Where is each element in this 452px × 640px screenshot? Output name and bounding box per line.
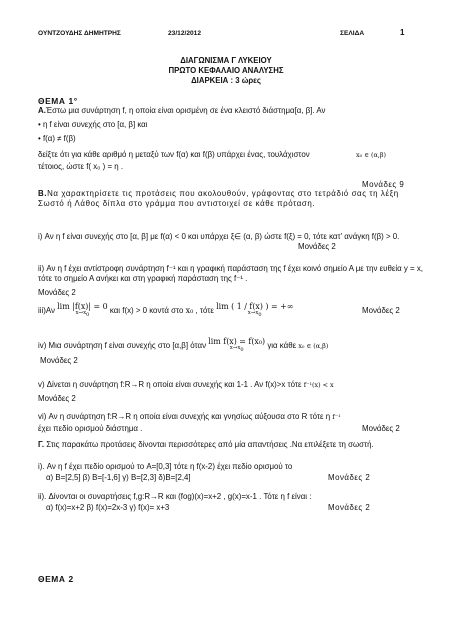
statement-v-points: Μονάδες 2	[38, 394, 76, 403]
statement-iv-math: x₀ ∈ (α,β)	[298, 342, 329, 350]
limit-reciprocal-expr: lim ( 1 / f(x) ) = +∞	[216, 301, 294, 311]
question-b-label: Β.	[38, 189, 48, 198]
statement-iii-mid: και f(x) > 0 κοντά στο	[109, 306, 184, 315]
points-a: Μονάδες 9	[362, 180, 405, 189]
statement-vi-text-2: έχει πεδίο ορισμού διάστημα .	[38, 424, 143, 433]
bullet-not-equal: • f(α) ≠ f(β)	[38, 134, 76, 143]
question-g-i-points: Μονάδες 2	[328, 473, 371, 482]
prove-math: x₀ ∈ (α,β)	[356, 151, 386, 159]
header-page-number: 1	[400, 28, 405, 37]
question-g-ii: ii). Δίνονται οι συναρτήσεις f,g:R→R και (fog)(x)=x+2 , g(x)=x-1 . Τότε η f είναι :	[38, 492, 312, 501]
statement-ii-points: Μονάδες 2	[38, 288, 76, 297]
question-b	[38, 189, 422, 209]
statement-iii-points: Μονάδες 2	[362, 306, 400, 315]
statement-i-points: Μονάδες 2	[298, 242, 336, 251]
statement-vi-math: f⁻¹	[332, 413, 341, 421]
statement-iii	[38, 300, 293, 322]
statement-iv-points: Μονάδες 2	[40, 356, 78, 365]
header-date: 23/12/2012	[168, 30, 202, 37]
statement-iv-text: iv) Μια συνάρτηση f είναι συνεχής στο [α,β] όταν	[38, 341, 207, 350]
limit-continuity-expr: lim f(x) = f(x₀)	[208, 336, 266, 346]
question-g-ii-options: α) f(x)=x+2 β) f(x)=2x-3 γ) f(x)= x+3	[46, 503, 170, 512]
statement-iv-tail: για κάθε	[267, 341, 297, 350]
theme1-heading: ΘΕΜΑ 1°	[38, 96, 78, 106]
statement-vi-text: vi) Αν η συνάρτηση f:R→R η οποία είναι συνεχής και γνησίως αύξουσα στο R τότε η	[38, 412, 331, 421]
statement-ii: ii) Αν η f έχει αντίστροφη συνάρτηση f⁻¹ και η γραφική παράσταση της f έχει κοινό σημείο Α με την ευθεία y = x, τότε το σημείο Α ανήκει και στη γραφική παράσταση της f⁻¹ .	[38, 264, 423, 283]
question-g	[38, 440, 422, 450]
limit-abs-f-expr: lim |f(x)| = 0	[57, 301, 108, 311]
such-that-line: τέτοιος, ώστε f( x₀ ) = η .	[38, 162, 124, 171]
statement-v	[38, 380, 334, 390]
statement-i	[38, 232, 422, 242]
title-line-1: ΔΙΑΓΩΝΙΣΜΑ Γ ΛΥΚΕΙΟΥ	[180, 56, 272, 65]
statement-iii-x0: x₀	[185, 306, 194, 315]
header-page-label: ΣΕΛΙΔΑ	[340, 30, 365, 37]
question-g-i-options: α) B=[2,5] β) B=[-1,6] γ) B=[2,3] δ)B=[2,4]	[46, 473, 191, 482]
statement-iii-label: iii)Αν	[38, 306, 55, 315]
statement-v-math: f⁻¹(x) < x	[303, 381, 334, 389]
limit-continuity: lim f(x) = f(x₀) x→x0	[208, 336, 266, 353]
theme2-heading: ΘΕΜΑ 2	[38, 574, 74, 584]
statement-v-text: v) Δίνεται η συνάρτηση f:R→R η οποία είναι συνεχής και 1-1 . Αν f(x)>x τότε	[38, 380, 302, 389]
statement-i-text: i) Αν η f είναι συνεχής στο [α, β] με f(α) < 0 και υπάρχει ξ∈ (α, β) ώστε f(ξ) = 0, τότε κατ’ ανάγκη f(β) > 0.	[38, 232, 400, 241]
question-b-text: Να χαρακτηρίσετε τις προτάσεις που ακολουθούν, γράφοντας στο τετράδιό σας τη λέξη Σωστό ή Λάθος δίπλα στο γράμμα που αντιστοιχεί σε κάθε πρόταση.	[38, 189, 399, 208]
title-line-2: ΠΡΩΤΟ ΚΕΦΑΛΑΙΟ ΑΝΑΛΥΣΗΣ	[168, 66, 284, 75]
question-a	[38, 106, 325, 116]
statement-iv	[38, 336, 328, 356]
question-g-label: Γ.	[38, 440, 45, 449]
statement-vi-points: Μονάδες 2	[362, 424, 400, 433]
title-line-3: ΔΙΑΡΚΕΙΑ : 3 ώρες	[191, 76, 261, 85]
bullet-continuous: • η f είναι συνεχής στο [α, β] και	[38, 120, 148, 129]
prove-line: δείξτε ότι για κάθε αριθμό η μεταξύ των f(α) και f(β) υπάρχει ένας, τουλάχιστον	[38, 150, 310, 159]
header-author: ΟΥΝΤΖΟΥΔΗΣ ΔΗΜΗΤΡΗΣ	[38, 30, 121, 37]
question-g-ii-points: Μονάδες 2	[328, 503, 371, 512]
question-g-i: i). Αν η f έχει πεδίο ορισμού το A=[0,3] τότε η f(x-2) έχει πεδίο ορισμού το	[38, 462, 293, 471]
statement-vi	[38, 412, 341, 422]
question-g-text: Στις παρακάτω προτάσεις δίνονται περισσότερες από μία απαντήσεις .Να επιλέξετε τη σωστή.	[46, 440, 374, 449]
statement-iii-then: , τότε	[195, 306, 214, 315]
limit-abs-f: lim |f(x)| = 0 x→x0	[57, 301, 108, 318]
question-a-label: Α.	[38, 106, 46, 115]
question-a-text: Έστω μια συνάρτηση f, η οποία είναι ορισμένη σε ένα κλειστό διάστημα[α, β]. Αν	[45, 106, 326, 115]
limit-reciprocal: lim ( 1 / f(x) ) = +∞ x→x0	[216, 301, 294, 318]
